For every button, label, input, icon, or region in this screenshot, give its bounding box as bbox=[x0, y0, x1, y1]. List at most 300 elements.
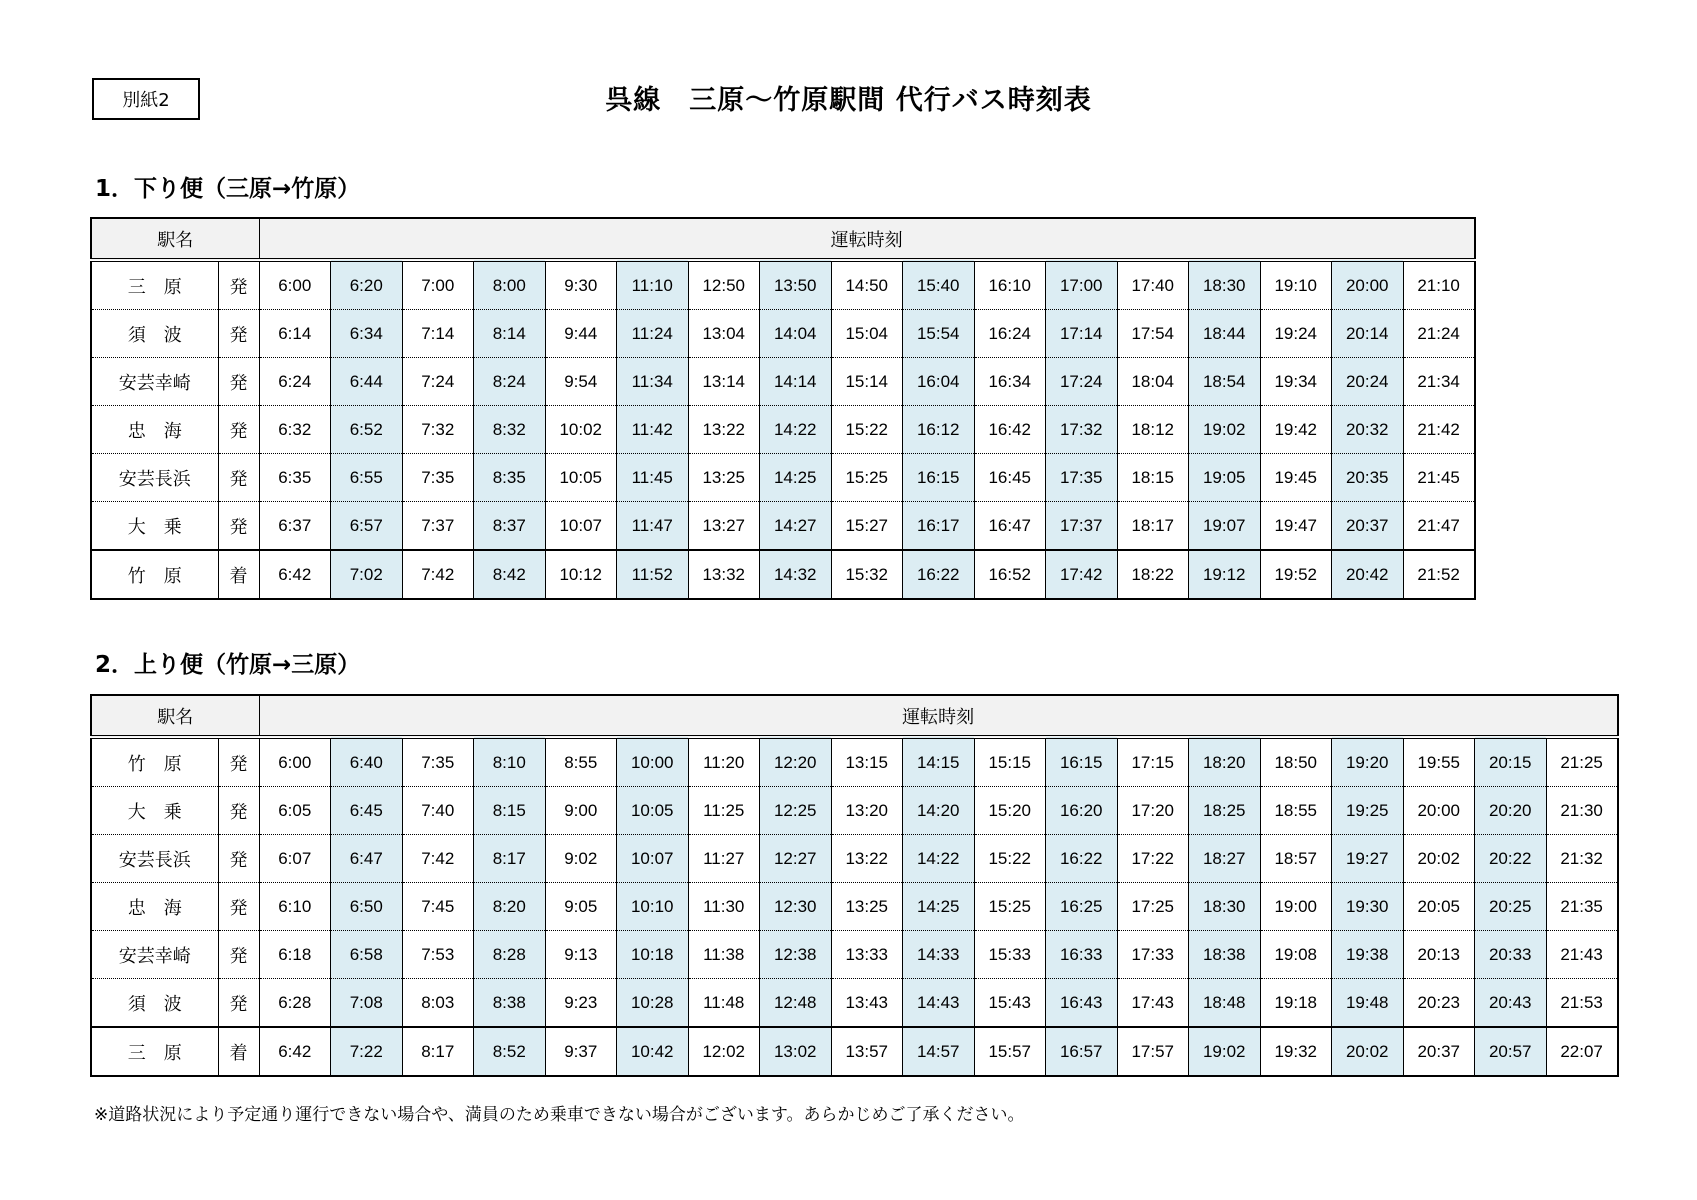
time-cell: 6:44 bbox=[331, 358, 403, 406]
time-cell: 17:40 bbox=[1117, 260, 1189, 310]
time-cell: 14:27 bbox=[760, 502, 832, 551]
time-cell: 20:37 bbox=[1332, 502, 1404, 551]
time-cell: 14:32 bbox=[760, 550, 832, 599]
station-name: 大 乗 bbox=[91, 502, 218, 551]
time-cell: 6:10 bbox=[259, 883, 331, 931]
time-cell: 6:47 bbox=[331, 835, 403, 883]
time-cell: 15:57 bbox=[974, 1027, 1046, 1076]
time-cell: 11:42 bbox=[617, 406, 689, 454]
time-cell: 11:10 bbox=[617, 260, 689, 310]
time-cell: 7:08 bbox=[331, 979, 403, 1028]
time-cell: 6:37 bbox=[259, 502, 331, 551]
time-cell: 19:27 bbox=[1332, 835, 1404, 883]
time-cell: 6:18 bbox=[259, 931, 331, 979]
time-cell: 18:15 bbox=[1117, 454, 1189, 502]
time-cell: 14:25 bbox=[760, 454, 832, 502]
time-cell: 14:04 bbox=[760, 310, 832, 358]
arrive-depart-label: 着 bbox=[218, 1027, 259, 1076]
time-cell: 14:15 bbox=[903, 737, 975, 787]
station-column-header: 駅名 bbox=[91, 695, 259, 737]
station-name: 三 原 bbox=[91, 260, 218, 310]
time-cell: 9:54 bbox=[545, 358, 617, 406]
time-cell: 14:50 bbox=[831, 260, 903, 310]
time-cell: 18:48 bbox=[1189, 979, 1261, 1028]
time-cell: 8:00 bbox=[474, 260, 546, 310]
time-cell: 8:24 bbox=[474, 358, 546, 406]
station-name: 安芸長浜 bbox=[91, 454, 218, 502]
station-name: 忠 海 bbox=[91, 883, 218, 931]
arrive-depart-label: 発 bbox=[218, 883, 259, 931]
time-cell: 19:12 bbox=[1189, 550, 1261, 599]
time-cell: 8:52 bbox=[474, 1027, 546, 1076]
page-title: 呉線 三原～竹原駅間 代行バス時刻表 bbox=[605, 85, 1092, 116]
time-cell: 13:22 bbox=[831, 835, 903, 883]
time-cell: 20:00 bbox=[1332, 260, 1404, 310]
time-cell: 18:12 bbox=[1117, 406, 1189, 454]
time-cell: 13:14 bbox=[688, 358, 760, 406]
time-cell: 19:02 bbox=[1189, 406, 1261, 454]
time-cell: 21:52 bbox=[1403, 550, 1475, 599]
time-cell: 8:37 bbox=[474, 502, 546, 551]
time-cell: 12:27 bbox=[760, 835, 832, 883]
time-cell: 15:27 bbox=[831, 502, 903, 551]
time-cell: 6:28 bbox=[259, 979, 331, 1028]
time-cell: 13:57 bbox=[831, 1027, 903, 1076]
time-cell: 20:24 bbox=[1332, 358, 1404, 406]
table-row bbox=[91, 550, 1475, 599]
time-cell: 10:07 bbox=[545, 502, 617, 551]
time-cell: 17:25 bbox=[1117, 883, 1189, 931]
times-column-header: 運転時刻 bbox=[259, 218, 1475, 260]
arrive-depart-label: 発 bbox=[218, 931, 259, 979]
time-cell: 12:50 bbox=[688, 260, 760, 310]
time-cell: 21:53 bbox=[1546, 979, 1618, 1028]
time-cell: 10:12 bbox=[545, 550, 617, 599]
time-cell: 18:22 bbox=[1117, 550, 1189, 599]
time-cell: 20:42 bbox=[1332, 550, 1404, 599]
station-name: 須 波 bbox=[91, 979, 218, 1028]
time-cell: 17:57 bbox=[1117, 1027, 1189, 1076]
time-cell: 8:35 bbox=[474, 454, 546, 502]
time-cell: 6:07 bbox=[259, 835, 331, 883]
time-cell: 11:45 bbox=[617, 454, 689, 502]
time-cell: 20:02 bbox=[1403, 835, 1475, 883]
down-timetable bbox=[90, 217, 1476, 600]
time-cell: 19:34 bbox=[1260, 358, 1332, 406]
arrive-depart-label: 発 bbox=[218, 454, 259, 502]
station-column-header: 駅名 bbox=[91, 218, 259, 260]
table-row bbox=[91, 835, 1618, 883]
time-cell: 17:33 bbox=[1117, 931, 1189, 979]
time-cell: 11:52 bbox=[617, 550, 689, 599]
time-cell: 9:23 bbox=[545, 979, 617, 1028]
time-cell: 6:57 bbox=[331, 502, 403, 551]
time-cell: 15:22 bbox=[831, 406, 903, 454]
time-cell: 7:22 bbox=[331, 1027, 403, 1076]
time-cell: 9:37 bbox=[545, 1027, 617, 1076]
time-cell: 13:50 bbox=[760, 260, 832, 310]
arrive-depart-label: 発 bbox=[218, 835, 259, 883]
time-cell: 11:25 bbox=[688, 787, 760, 835]
time-cell: 6:35 bbox=[259, 454, 331, 502]
time-cell: 20:00 bbox=[1403, 787, 1475, 835]
time-cell: 10:05 bbox=[545, 454, 617, 502]
time-cell: 21:34 bbox=[1403, 358, 1475, 406]
time-cell: 7:35 bbox=[402, 454, 474, 502]
time-cell: 16:57 bbox=[1046, 1027, 1118, 1076]
time-cell: 15:20 bbox=[974, 787, 1046, 835]
time-cell: 17:20 bbox=[1117, 787, 1189, 835]
time-cell: 10:07 bbox=[617, 835, 689, 883]
time-cell: 13:20 bbox=[831, 787, 903, 835]
times-column-header: 運転時刻 bbox=[259, 695, 1618, 737]
table-row bbox=[91, 737, 1618, 787]
time-cell: 16:42 bbox=[974, 406, 1046, 454]
time-cell: 14:22 bbox=[760, 406, 832, 454]
time-cell: 15:33 bbox=[974, 931, 1046, 979]
time-cell: 12:20 bbox=[760, 737, 832, 787]
table-row bbox=[91, 406, 1475, 454]
time-cell: 16:17 bbox=[903, 502, 975, 551]
time-cell: 8:17 bbox=[474, 835, 546, 883]
time-cell: 6:50 bbox=[331, 883, 403, 931]
time-cell: 7:14 bbox=[402, 310, 474, 358]
arrive-depart-label: 発 bbox=[218, 260, 259, 310]
time-cell: 6:34 bbox=[331, 310, 403, 358]
up-section-heading: 2．上り便（竹原→三原） bbox=[95, 652, 361, 678]
time-cell: 12:02 bbox=[688, 1027, 760, 1076]
time-cell: 11:38 bbox=[688, 931, 760, 979]
time-cell: 17:24 bbox=[1046, 358, 1118, 406]
time-cell: 18:17 bbox=[1117, 502, 1189, 551]
table-row bbox=[91, 979, 1618, 1028]
time-cell: 14:33 bbox=[903, 931, 975, 979]
time-cell: 14:22 bbox=[903, 835, 975, 883]
time-cell: 21:25 bbox=[1546, 737, 1618, 787]
time-cell: 6:24 bbox=[259, 358, 331, 406]
time-cell: 14:25 bbox=[903, 883, 975, 931]
time-cell: 21:32 bbox=[1546, 835, 1618, 883]
time-cell: 7:45 bbox=[402, 883, 474, 931]
time-cell: 21:30 bbox=[1546, 787, 1618, 835]
time-cell: 15:54 bbox=[903, 310, 975, 358]
time-cell: 8:17 bbox=[402, 1027, 474, 1076]
time-cell: 18:55 bbox=[1260, 787, 1332, 835]
arrive-depart-label: 発 bbox=[218, 979, 259, 1028]
arrive-depart-label: 発 bbox=[218, 406, 259, 454]
table-row bbox=[91, 1027, 1618, 1076]
time-cell: 20:22 bbox=[1475, 835, 1547, 883]
time-cell: 7:42 bbox=[402, 550, 474, 599]
time-cell: 21:10 bbox=[1403, 260, 1475, 310]
time-cell: 6:55 bbox=[331, 454, 403, 502]
time-cell: 10:05 bbox=[617, 787, 689, 835]
time-cell: 19:07 bbox=[1189, 502, 1261, 551]
time-cell: 10:00 bbox=[617, 737, 689, 787]
time-cell: 7:24 bbox=[402, 358, 474, 406]
time-cell: 19:45 bbox=[1260, 454, 1332, 502]
station-name: 安芸幸崎 bbox=[91, 931, 218, 979]
table-row bbox=[91, 502, 1475, 551]
time-cell: 16:47 bbox=[974, 502, 1046, 551]
time-cell: 6:58 bbox=[331, 931, 403, 979]
time-cell: 6:00 bbox=[259, 260, 331, 310]
time-cell: 16:24 bbox=[974, 310, 1046, 358]
time-cell: 11:47 bbox=[617, 502, 689, 551]
time-cell: 8:14 bbox=[474, 310, 546, 358]
time-cell: 20:13 bbox=[1403, 931, 1475, 979]
time-cell: 9:05 bbox=[545, 883, 617, 931]
time-cell: 19:52 bbox=[1260, 550, 1332, 599]
table-row bbox=[91, 358, 1475, 406]
time-cell: 13:25 bbox=[688, 454, 760, 502]
time-cell: 19:55 bbox=[1403, 737, 1475, 787]
time-cell: 6:42 bbox=[259, 550, 331, 599]
time-cell: 12:48 bbox=[760, 979, 832, 1028]
arrive-depart-label: 発 bbox=[218, 502, 259, 551]
time-cell: 18:04 bbox=[1117, 358, 1189, 406]
time-cell: 21:35 bbox=[1546, 883, 1618, 931]
time-cell: 19:00 bbox=[1260, 883, 1332, 931]
time-cell: 19:10 bbox=[1260, 260, 1332, 310]
time-cell: 17:22 bbox=[1117, 835, 1189, 883]
time-cell: 19:48 bbox=[1332, 979, 1404, 1028]
time-cell: 6:32 bbox=[259, 406, 331, 454]
time-cell: 17:00 bbox=[1046, 260, 1118, 310]
time-cell: 16:25 bbox=[1046, 883, 1118, 931]
time-cell: 15:43 bbox=[974, 979, 1046, 1028]
station-name: 大 乗 bbox=[91, 787, 218, 835]
arrive-depart-label: 着 bbox=[218, 550, 259, 599]
time-cell: 17:54 bbox=[1117, 310, 1189, 358]
time-cell: 11:48 bbox=[688, 979, 760, 1028]
time-cell: 19:32 bbox=[1260, 1027, 1332, 1076]
up-timetable bbox=[90, 694, 1619, 1077]
time-cell: 9:13 bbox=[545, 931, 617, 979]
time-cell: 20:25 bbox=[1475, 883, 1547, 931]
time-cell: 7:32 bbox=[402, 406, 474, 454]
time-cell: 6:52 bbox=[331, 406, 403, 454]
table-row bbox=[91, 883, 1618, 931]
time-cell: 19:18 bbox=[1260, 979, 1332, 1028]
time-cell: 8:28 bbox=[474, 931, 546, 979]
time-cell: 11:24 bbox=[617, 310, 689, 358]
station-name: 竹 原 bbox=[91, 550, 218, 599]
time-cell: 21:47 bbox=[1403, 502, 1475, 551]
time-cell: 15:25 bbox=[974, 883, 1046, 931]
time-cell: 8:10 bbox=[474, 737, 546, 787]
time-cell: 13:25 bbox=[831, 883, 903, 931]
attachment-label: 別紙2 bbox=[92, 78, 200, 120]
time-cell: 9:30 bbox=[545, 260, 617, 310]
time-cell: 18:25 bbox=[1189, 787, 1261, 835]
arrive-depart-label: 発 bbox=[218, 358, 259, 406]
time-cell: 12:30 bbox=[760, 883, 832, 931]
time-cell: 14:14 bbox=[760, 358, 832, 406]
time-cell: 21:42 bbox=[1403, 406, 1475, 454]
time-cell: 19:47 bbox=[1260, 502, 1332, 551]
time-cell: 17:43 bbox=[1117, 979, 1189, 1028]
time-cell: 20:05 bbox=[1403, 883, 1475, 931]
time-cell: 7:42 bbox=[402, 835, 474, 883]
station-name: 安芸長浜 bbox=[91, 835, 218, 883]
station-name: 安芸幸崎 bbox=[91, 358, 218, 406]
time-cell: 20:43 bbox=[1475, 979, 1547, 1028]
time-cell: 17:37 bbox=[1046, 502, 1118, 551]
time-cell: 14:20 bbox=[903, 787, 975, 835]
time-cell: 16:52 bbox=[974, 550, 1046, 599]
table-row bbox=[91, 931, 1618, 979]
time-cell: 13:33 bbox=[831, 931, 903, 979]
time-cell: 13:43 bbox=[831, 979, 903, 1028]
time-cell: 18:54 bbox=[1189, 358, 1261, 406]
time-cell: 14:43 bbox=[903, 979, 975, 1028]
time-cell: 11:34 bbox=[617, 358, 689, 406]
time-cell: 7:40 bbox=[402, 787, 474, 835]
time-cell: 6:20 bbox=[331, 260, 403, 310]
station-name: 須 波 bbox=[91, 310, 218, 358]
time-cell: 10:42 bbox=[617, 1027, 689, 1076]
time-cell: 16:33 bbox=[1046, 931, 1118, 979]
time-cell: 8:38 bbox=[474, 979, 546, 1028]
arrive-depart-label: 発 bbox=[218, 737, 259, 787]
time-cell: 8:15 bbox=[474, 787, 546, 835]
time-cell: 10:02 bbox=[545, 406, 617, 454]
time-cell: 16:34 bbox=[974, 358, 1046, 406]
time-cell: 19:24 bbox=[1260, 310, 1332, 358]
arrive-depart-label: 発 bbox=[218, 787, 259, 835]
arrive-depart-label: 発 bbox=[218, 310, 259, 358]
station-name: 竹 原 bbox=[91, 737, 218, 787]
time-cell: 7:02 bbox=[331, 550, 403, 599]
time-cell: 20:14 bbox=[1332, 310, 1404, 358]
time-cell: 17:35 bbox=[1046, 454, 1118, 502]
time-cell: 18:57 bbox=[1260, 835, 1332, 883]
time-cell: 15:32 bbox=[831, 550, 903, 599]
time-cell: 21:45 bbox=[1403, 454, 1475, 502]
time-cell: 16:22 bbox=[903, 550, 975, 599]
time-cell: 19:25 bbox=[1332, 787, 1404, 835]
time-cell: 18:27 bbox=[1189, 835, 1261, 883]
time-cell: 7:37 bbox=[402, 502, 474, 551]
table-row bbox=[91, 260, 1475, 310]
time-cell: 20:32 bbox=[1332, 406, 1404, 454]
time-cell: 9:00 bbox=[545, 787, 617, 835]
time-cell: 15:25 bbox=[831, 454, 903, 502]
time-cell: 19:38 bbox=[1332, 931, 1404, 979]
time-cell: 20:02 bbox=[1332, 1027, 1404, 1076]
time-cell: 13:15 bbox=[831, 737, 903, 787]
time-cell: 20:57 bbox=[1475, 1027, 1547, 1076]
time-cell: 12:38 bbox=[760, 931, 832, 979]
time-cell: 13:32 bbox=[688, 550, 760, 599]
time-cell: 16:12 bbox=[903, 406, 975, 454]
time-cell: 13:27 bbox=[688, 502, 760, 551]
time-cell: 9:02 bbox=[545, 835, 617, 883]
time-cell: 12:25 bbox=[760, 787, 832, 835]
time-cell: 13:02 bbox=[760, 1027, 832, 1076]
time-cell: 6:00 bbox=[259, 737, 331, 787]
time-cell: 18:44 bbox=[1189, 310, 1261, 358]
table-row bbox=[91, 787, 1618, 835]
time-cell: 8:32 bbox=[474, 406, 546, 454]
time-cell: 15:15 bbox=[974, 737, 1046, 787]
time-cell: 20:37 bbox=[1403, 1027, 1475, 1076]
time-cell: 22:07 bbox=[1546, 1027, 1618, 1076]
time-cell: 19:30 bbox=[1332, 883, 1404, 931]
time-cell: 8:42 bbox=[474, 550, 546, 599]
time-cell: 8:03 bbox=[402, 979, 474, 1028]
time-cell: 18:20 bbox=[1189, 737, 1261, 787]
time-cell: 11:27 bbox=[688, 835, 760, 883]
time-cell: 18:30 bbox=[1189, 883, 1261, 931]
time-cell: 20:23 bbox=[1403, 979, 1475, 1028]
time-cell: 19:42 bbox=[1260, 406, 1332, 454]
time-cell: 20:15 bbox=[1475, 737, 1547, 787]
time-cell: 15:22 bbox=[974, 835, 1046, 883]
time-cell: 16:43 bbox=[1046, 979, 1118, 1028]
time-cell: 19:20 bbox=[1332, 737, 1404, 787]
time-cell: 8:55 bbox=[545, 737, 617, 787]
time-cell: 19:02 bbox=[1189, 1027, 1261, 1076]
time-cell: 16:10 bbox=[974, 260, 1046, 310]
time-cell: 18:38 bbox=[1189, 931, 1261, 979]
table-row bbox=[91, 310, 1475, 358]
footnote: ※道路状況により予定通り運行できない場合や、満員のため乗車できない場合がございます。あらかじめご了承ください。 bbox=[94, 1105, 1025, 1125]
time-cell: 10:28 bbox=[617, 979, 689, 1028]
time-cell: 16:15 bbox=[1046, 737, 1118, 787]
time-cell: 6:42 bbox=[259, 1027, 331, 1076]
time-cell: 16:45 bbox=[974, 454, 1046, 502]
time-cell: 16:20 bbox=[1046, 787, 1118, 835]
time-cell: 17:32 bbox=[1046, 406, 1118, 454]
time-cell: 20:33 bbox=[1475, 931, 1547, 979]
time-cell: 14:57 bbox=[903, 1027, 975, 1076]
time-cell: 18:50 bbox=[1260, 737, 1332, 787]
time-cell: 18:30 bbox=[1189, 260, 1261, 310]
time-cell: 10:10 bbox=[617, 883, 689, 931]
time-cell: 16:15 bbox=[903, 454, 975, 502]
time-cell: 17:14 bbox=[1046, 310, 1118, 358]
time-cell: 10:18 bbox=[617, 931, 689, 979]
time-cell: 16:04 bbox=[903, 358, 975, 406]
time-cell: 8:20 bbox=[474, 883, 546, 931]
station-name: 忠 海 bbox=[91, 406, 218, 454]
time-cell: 11:20 bbox=[688, 737, 760, 787]
table-row bbox=[91, 454, 1475, 502]
time-cell: 6:14 bbox=[259, 310, 331, 358]
time-cell: 13:22 bbox=[688, 406, 760, 454]
time-cell: 6:45 bbox=[331, 787, 403, 835]
time-cell: 6:05 bbox=[259, 787, 331, 835]
time-cell: 15:40 bbox=[903, 260, 975, 310]
time-cell: 7:53 bbox=[402, 931, 474, 979]
time-cell: 7:35 bbox=[402, 737, 474, 787]
time-cell: 9:44 bbox=[545, 310, 617, 358]
time-cell: 19:05 bbox=[1189, 454, 1261, 502]
time-cell: 19:08 bbox=[1260, 931, 1332, 979]
time-cell: 6:40 bbox=[331, 737, 403, 787]
station-name: 三 原 bbox=[91, 1027, 218, 1076]
time-cell: 15:14 bbox=[831, 358, 903, 406]
time-cell: 21:43 bbox=[1546, 931, 1618, 979]
time-cell: 20:20 bbox=[1475, 787, 1547, 835]
time-cell: 21:24 bbox=[1403, 310, 1475, 358]
time-cell: 15:04 bbox=[831, 310, 903, 358]
time-cell: 16:22 bbox=[1046, 835, 1118, 883]
down-section-heading: 1．下り便（三原→竹原） bbox=[95, 176, 361, 202]
time-cell: 7:00 bbox=[402, 260, 474, 310]
